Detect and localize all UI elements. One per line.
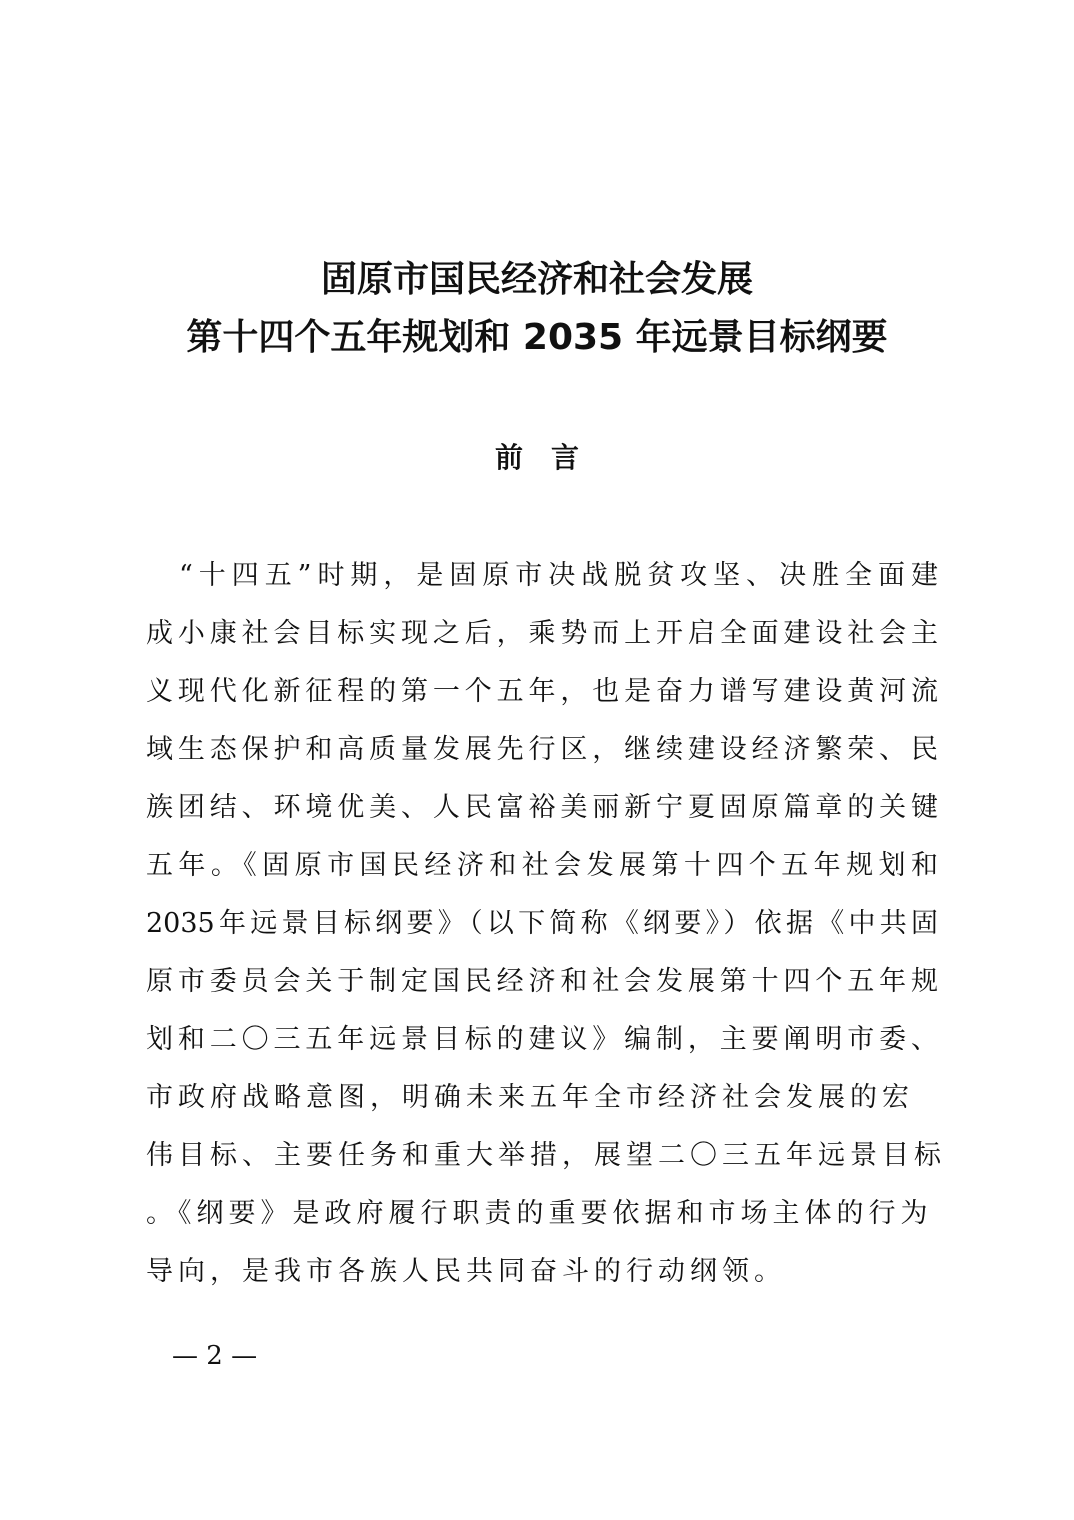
section-heading-preface: 前言 — [494, 441, 607, 474]
paragraph-line: 市政府战略意图，明确未来五年全市经济社会发展的宏 — [146, 1082, 914, 1113]
paragraph-line: 原市委员会关于制定国民经济和社会发展第十四个五年规 — [146, 966, 938, 997]
paragraph-line: 域生态保护和高质量发展先行区，继续建设经济繁荣、民 — [146, 734, 938, 765]
paragraph-line: 划和二〇三五年远景目标的建议》编制，主要阐明市委、 — [146, 1024, 938, 1055]
document-title-line-1: 固原市国民经济和社会发展 — [320, 259, 753, 300]
paragraph-line: 。《纲要》是政府履行职责的重要依据和市场主体的行为 — [146, 1198, 933, 1229]
paragraph-line: “十四五”时期，是固原市决战脱贫攻坚、决胜全面建 — [146, 560, 938, 591]
paragraph-line: 导向，是我市各族人民共同奋斗的行动纲领。 — [146, 1256, 786, 1287]
paragraph-line: 五年。《固原市国民经济和社会发展第十四个五年规划和 — [146, 850, 938, 881]
page-number: — 2 — — [172, 1341, 258, 1371]
paragraph-line: 族团结、环境优美、人民富裕美丽新宁夏固原篇章的关键 — [146, 792, 938, 823]
paragraph-line: 义现代化新征程的第一个五年，也是奋力谱写建设黄河流 — [146, 676, 938, 707]
document-title-line-2: 第十四个五年规划和 2035 年远景目标纲要 — [186, 317, 888, 358]
paragraph-line: 伟目标、主要任务和重大举措，展望二〇三五年远景目标 — [146, 1140, 946, 1171]
paragraph-line: 2035年远景目标纲要》（以下简称《纲要》）依据《中共固 — [146, 908, 938, 939]
paragraph-line: 成小康社会目标实现之后，乘势而上开启全面建设社会主 — [146, 618, 938, 649]
